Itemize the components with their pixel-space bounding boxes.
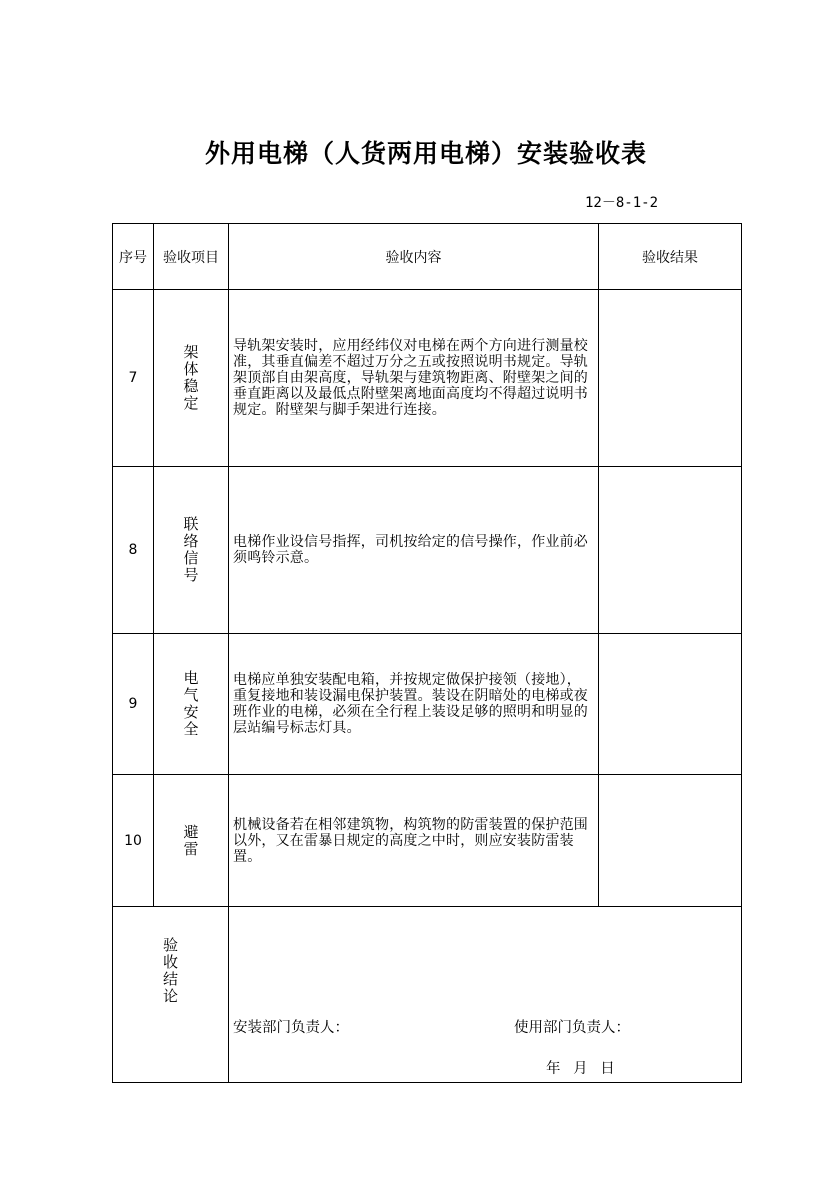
conclusion-label: 验收结论 — [162, 935, 178, 1005]
row-result[interactable] — [599, 290, 742, 467]
header-seq: 序号 — [113, 224, 154, 290]
form-code: 12－8-1-2 — [585, 195, 659, 211]
row-seq: 10 — [113, 775, 154, 907]
signature-date: 年 月 日 — [546, 1061, 615, 1077]
header-result: 验收结果 — [599, 224, 742, 290]
acceptance-table — [112, 223, 742, 1083]
header-item: 验收项目 — [154, 224, 229, 290]
row-seq: 8 — [113, 467, 154, 634]
row-result[interactable] — [599, 467, 742, 634]
table-header-row — [113, 224, 742, 290]
row-seq: 9 — [113, 634, 154, 775]
use-dept-signature: 使用部门负责人： — [514, 1020, 630, 1036]
row-item-label: 避雷 — [183, 822, 199, 858]
install-dept-signature: 安装部门负责人： — [233, 1020, 349, 1036]
row-content: 电梯作业设信号指挥，司机按给定的信号操作，作业前必须鸣铃示意。 — [229, 467, 599, 634]
conclusion-row — [113, 907, 742, 1083]
page-title: 外用电梯（人货两用电梯）安装验收表 — [204, 139, 647, 168]
table-row — [113, 634, 742, 775]
row-item-label: 架体稳定 — [183, 343, 199, 412]
table-row — [113, 775, 742, 907]
row-item — [154, 634, 229, 775]
row-result[interactable] — [599, 634, 742, 775]
row-seq: 7 — [113, 290, 154, 467]
row-content: 电梯应单独安装配电箱，并按规定做保护接领（接地），重复接地和装设漏电保护装置。装设在阴暗处的电梯或夜班作业的电梯，必须在全行程上装设足够的照明和明显的层站编号标志灯具。 — [229, 634, 599, 775]
row-item — [154, 467, 229, 634]
row-result[interactable] — [599, 775, 742, 907]
table-row — [113, 467, 742, 634]
conclusion-cell[interactable] — [229, 907, 742, 1083]
row-item-label: 电气安全 — [183, 669, 199, 738]
table-row — [113, 290, 742, 467]
row-item — [154, 775, 229, 907]
conclusion-label-cell — [113, 907, 229, 1083]
row-item — [154, 290, 229, 467]
row-item-label: 联络信号 — [183, 515, 199, 584]
row-content: 机械设备若在相邻建筑物，构筑物的防雷装置的保护范围以外，又在雷暴日规定的高度之中时，则应安装防雷装置。 — [229, 775, 599, 907]
row-content: 导轨架安装时，应用经纬仪对电梯在两个方向进行测量校准，其垂直偏差不超过万分之五或按照说明书规定。导轨架顶部自由架高度，导轨架与建筑物距离、附壁架之间的垂直距离以及最低点附壁架离地面高度均不得超过说明书规定。附壁架与脚手架进行连接。 — [229, 290, 599, 467]
header-content: 验收内容 — [229, 224, 599, 290]
